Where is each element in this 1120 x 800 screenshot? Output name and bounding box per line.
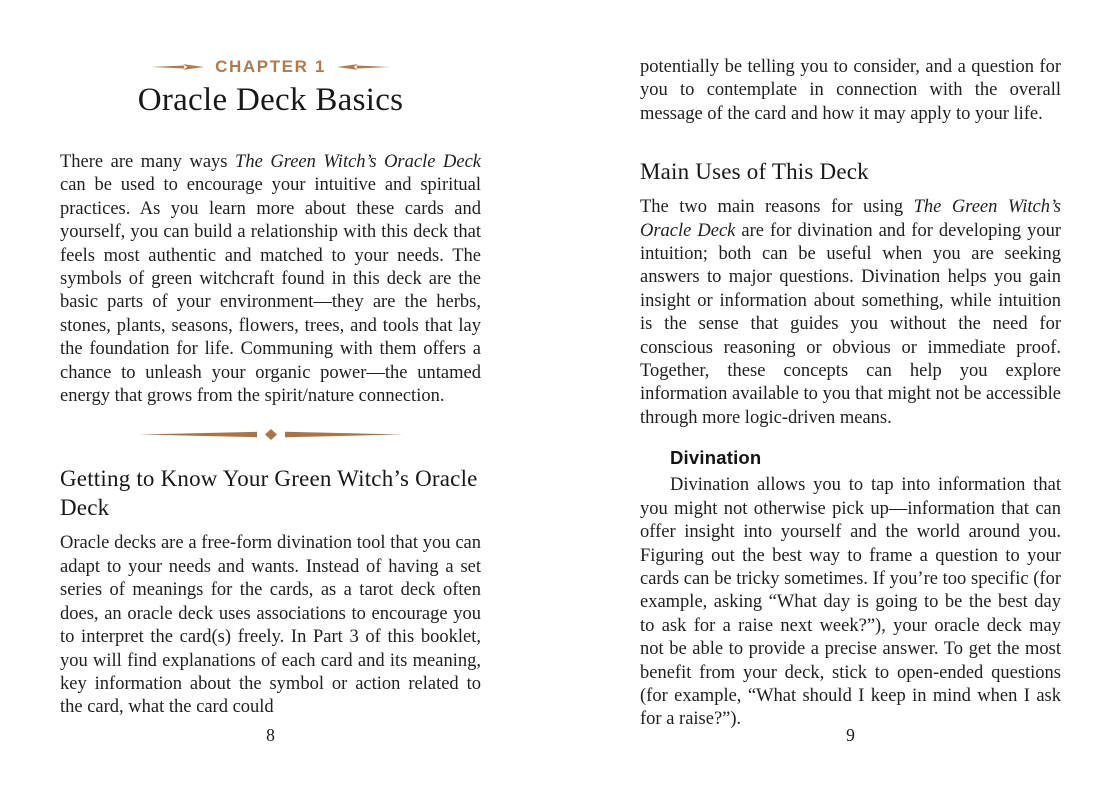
- page-number-right: 9: [846, 725, 855, 745]
- paragraph-continuation: potentially be telling you to consider, and a question for you to contemplate in connection with the overall message of the card and how it may apply to your life.: [640, 57, 1061, 124]
- section-heading-main-uses: Main Uses of This Deck: [640, 159, 869, 185]
- chapter-heading: [60, 57, 481, 77]
- sub-heading-divination: Divination: [670, 447, 762, 469]
- text-run: There are many ways: [60, 152, 236, 172]
- paragraph-intro: [60, 151, 481, 408]
- deck-title-italic: The Green Witch’s Oracle Deck: [640, 197, 1061, 241]
- deck-title-italic: The Green Witch’s Oracle Deck: [235, 152, 481, 172]
- text-run: The two main reasons for using: [640, 197, 914, 218]
- divider-ornament-icon: [139, 428, 403, 441]
- page-left: [60, 0, 481, 800]
- chapter-arrow-left-icon: [336, 60, 390, 74]
- section-divider: [60, 428, 481, 441]
- paragraph-divination: Divination allows you to tap into information that you might not otherwise pick up—information that can offer insight into yourself and the world around you. Figuring out the best way to frame a question to your cards can be tricky sometimes. If you’re too specific (for example, asking “What day is going to be the best day to ask for a raise next week?”), your oracle deck may not be able to provide a precise answer. To get the most benefit from your deck, stick to open-ended questions (for example, “What should I keep in mind when I ask for a raise?”).: [640, 475, 1061, 730]
- page-right: [640, 0, 1061, 800]
- section-heading-getting-to-know: Getting to Know Your Green Witch’s Oracle Deck: [60, 466, 478, 521]
- paragraph-oracle-decks: Oracle decks are a free-form divination tool that you can adapt to your needs and wants. Instead of having a set series of meanings for the cards, as a tarot deck often does, an oracle deck uses associations to encourage you to interpret the card(s) freely. In Part 3 of this booklet, you will find explanations of each card and its meaning, key information about the symbol or action related to the card, what the card could: [60, 533, 481, 718]
- chapter-label: CHAPTER 1: [215, 57, 326, 76]
- chapter-title: Oracle Deck Basics: [137, 82, 404, 118]
- page-number-left: 8: [266, 725, 275, 745]
- paragraph-two-main-reasons: [640, 196, 1061, 430]
- chapter-arrow-right-icon: [151, 60, 205, 74]
- text-run: are for divination and for developing your intuition; both can be useful when you are seeking answers to major questions. Divination helps you gain insight or information about something, while intuition is the sense that guides you without the need for conscious reasoning or obvious or immediate proof. Together, these concepts can help you explore information available to you that might not be accessible through more logic-driven means.: [640, 220, 1061, 428]
- text-run: can be used to encourage your intuitive and spiritual practices. As you learn more about these cards and yourself, you can build a relationship with this deck that feels most authentic and matched to your needs. The symbols of green witchcraft found in this deck are the basic parts of your environment—they are the herbs, stones, plants, seasons, flowers, trees, and tools that lay the foundation for life. Communing with them offers a chance to unleash your organic power—the untamed energy that grows from the spirit/nature connection.: [60, 175, 481, 407]
